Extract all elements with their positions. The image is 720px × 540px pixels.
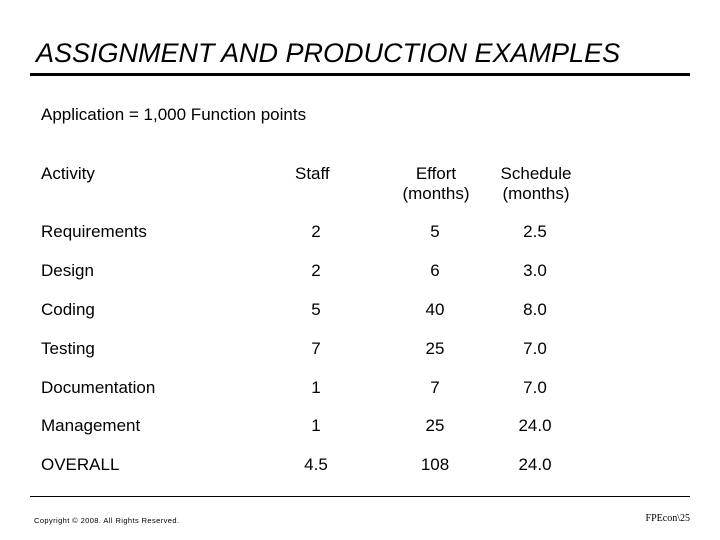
row-documentation-staff: 1	[311, 378, 321, 397]
row-requirements-schedule: 2.5	[523, 222, 547, 241]
header-staff: Staff	[295, 164, 330, 183]
row-coding-activity: Coding	[41, 300, 95, 319]
row-documentation-schedule: 7.0	[523, 378, 547, 397]
row-requirements-effort: 5	[430, 222, 440, 241]
row-testing-effort: 25	[425, 339, 445, 358]
header-activity: Activity	[41, 164, 95, 183]
header-effort: Effort (months)	[402, 164, 470, 203]
row-overall-effort: 108	[420, 455, 450, 474]
title-divider	[30, 73, 690, 76]
row-testing-activity: Testing	[41, 339, 95, 358]
row-design-effort: 6	[430, 261, 440, 280]
header-schedule: Schedule (months)	[500, 164, 572, 203]
row-requirements-staff: 2	[311, 222, 321, 241]
row-testing-staff: 7	[311, 339, 321, 358]
row-management-effort: 25	[425, 416, 445, 435]
row-requirements-activity: Requirements	[41, 222, 147, 241]
page-reference: FPEcon\25	[645, 513, 690, 524]
row-management-schedule: 24.0	[518, 416, 552, 435]
application-size-label: Application = 1,000 Function points	[41, 105, 307, 124]
row-design-staff: 2	[311, 261, 321, 280]
row-management-activity: Management	[41, 416, 141, 435]
row-overall-staff: 4.5	[304, 455, 328, 474]
row-coding-staff: 5	[311, 300, 321, 319]
row-overall-schedule: 24.0	[518, 455, 552, 474]
row-overall-activity: OVERALL	[41, 455, 120, 474]
footer-divider	[30, 496, 690, 497]
row-design-activity: Design	[41, 261, 94, 280]
row-coding-effort: 40	[425, 300, 445, 319]
row-documentation-activity: Documentation	[41, 378, 156, 397]
row-coding-schedule: 8.0	[523, 300, 547, 319]
row-testing-schedule: 7.0	[523, 339, 547, 358]
row-documentation-effort: 7	[430, 378, 440, 397]
copyright-notice: Copyright © 2008. All Rights Reserved.	[34, 516, 180, 525]
row-design-schedule: 3.0	[523, 261, 547, 280]
row-management-staff: 1	[311, 416, 321, 435]
slide-title: ASSIGNMENT AND PRODUCTION EXAMPLES	[36, 38, 621, 68]
